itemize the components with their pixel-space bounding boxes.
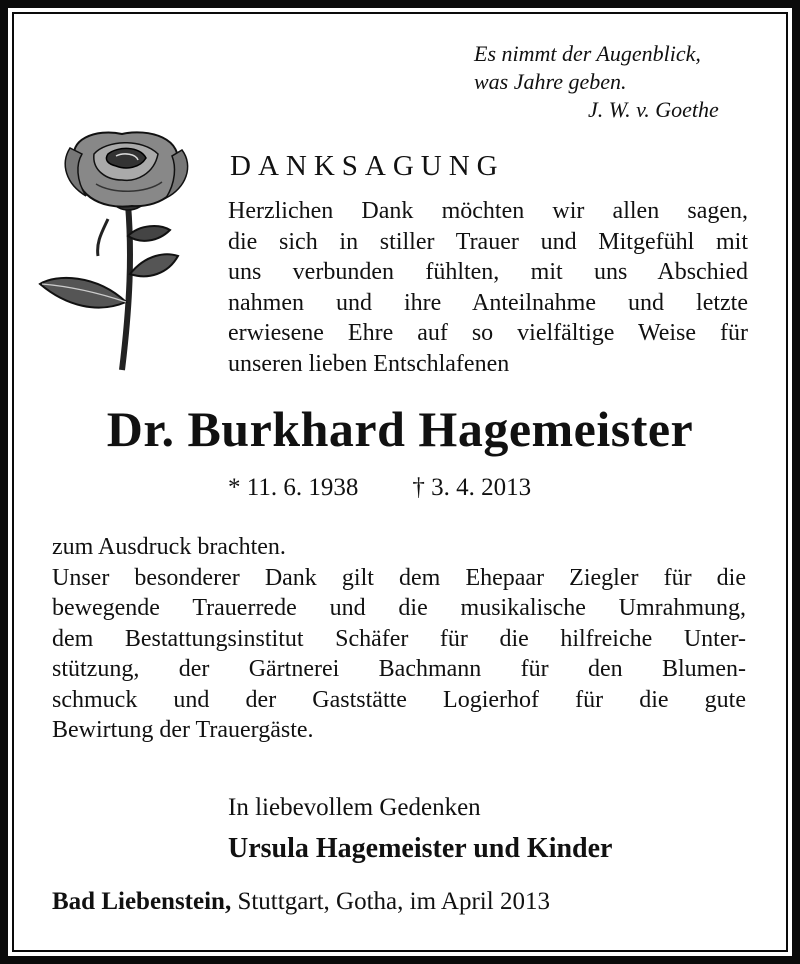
quote-line-2: was Jahre geben. (474, 69, 627, 94)
quote-author: J. W. v. Goethe (588, 97, 719, 122)
heading-danksagung: DANKSAGUNG (230, 150, 505, 182)
deceased-name: Dr. Burkhard Hagemeister (106, 401, 694, 457)
place-primary: Bad Liebenstein, (52, 888, 232, 915)
thanks-line: nahmen und ihre Anteilnahme und letzte (228, 289, 748, 316)
thanks-line: uns verbunden fühlten, mit uns Abschied (228, 259, 748, 285)
place-and-date (52, 888, 550, 916)
body-line: Bewirtung der Trauergäste. (52, 717, 314, 743)
birth-date: * 11. 6. 1938 (228, 474, 359, 501)
thanks-line: die sich in stiller Trauer und Mitgefühl mit (228, 228, 748, 255)
body-line: stützung, der Gärtnerei Bachmann für den Blumen- (52, 656, 746, 682)
place-secondary: Stuttgart, Gotha, im April 2013 (231, 888, 550, 915)
thanks-line: Herzlichen Dank möchten wir allen sagen, (228, 198, 748, 224)
rose-icon (36, 124, 206, 374)
quote-line-1: Es nimmt der Augenblick, (474, 41, 701, 66)
body-line: bewegende Trauerrede und die musikalische Umrahmung, (52, 595, 746, 621)
life-dates (228, 474, 531, 502)
closing-line: In liebevollem Gedenken (228, 794, 481, 821)
body-line: dem Bestattungsinstitut Schäfer für die hilfreiche Unter- (52, 625, 746, 652)
thanks-line: erwiesene Ehre auf so vielfältige Weise für (228, 320, 748, 346)
body-line: Unser besonderer Dank gilt dem Ehepaar Ziegler für die (52, 564, 746, 591)
goethe-quote (474, 40, 774, 124)
body-paragraph (52, 532, 746, 746)
thanks-line: unseren lieben Entschlafenen (228, 350, 510, 377)
thanks-paragraph (228, 196, 748, 379)
body-line: schmuck und der Gaststätte Logierhof für die gute (52, 686, 746, 713)
family-signature: Ursula Hagemeister und Kinder (228, 833, 613, 864)
death-date: † 3. 4. 2013 (412, 474, 532, 501)
body-line: zum Ausdruck brachten. (52, 534, 286, 560)
